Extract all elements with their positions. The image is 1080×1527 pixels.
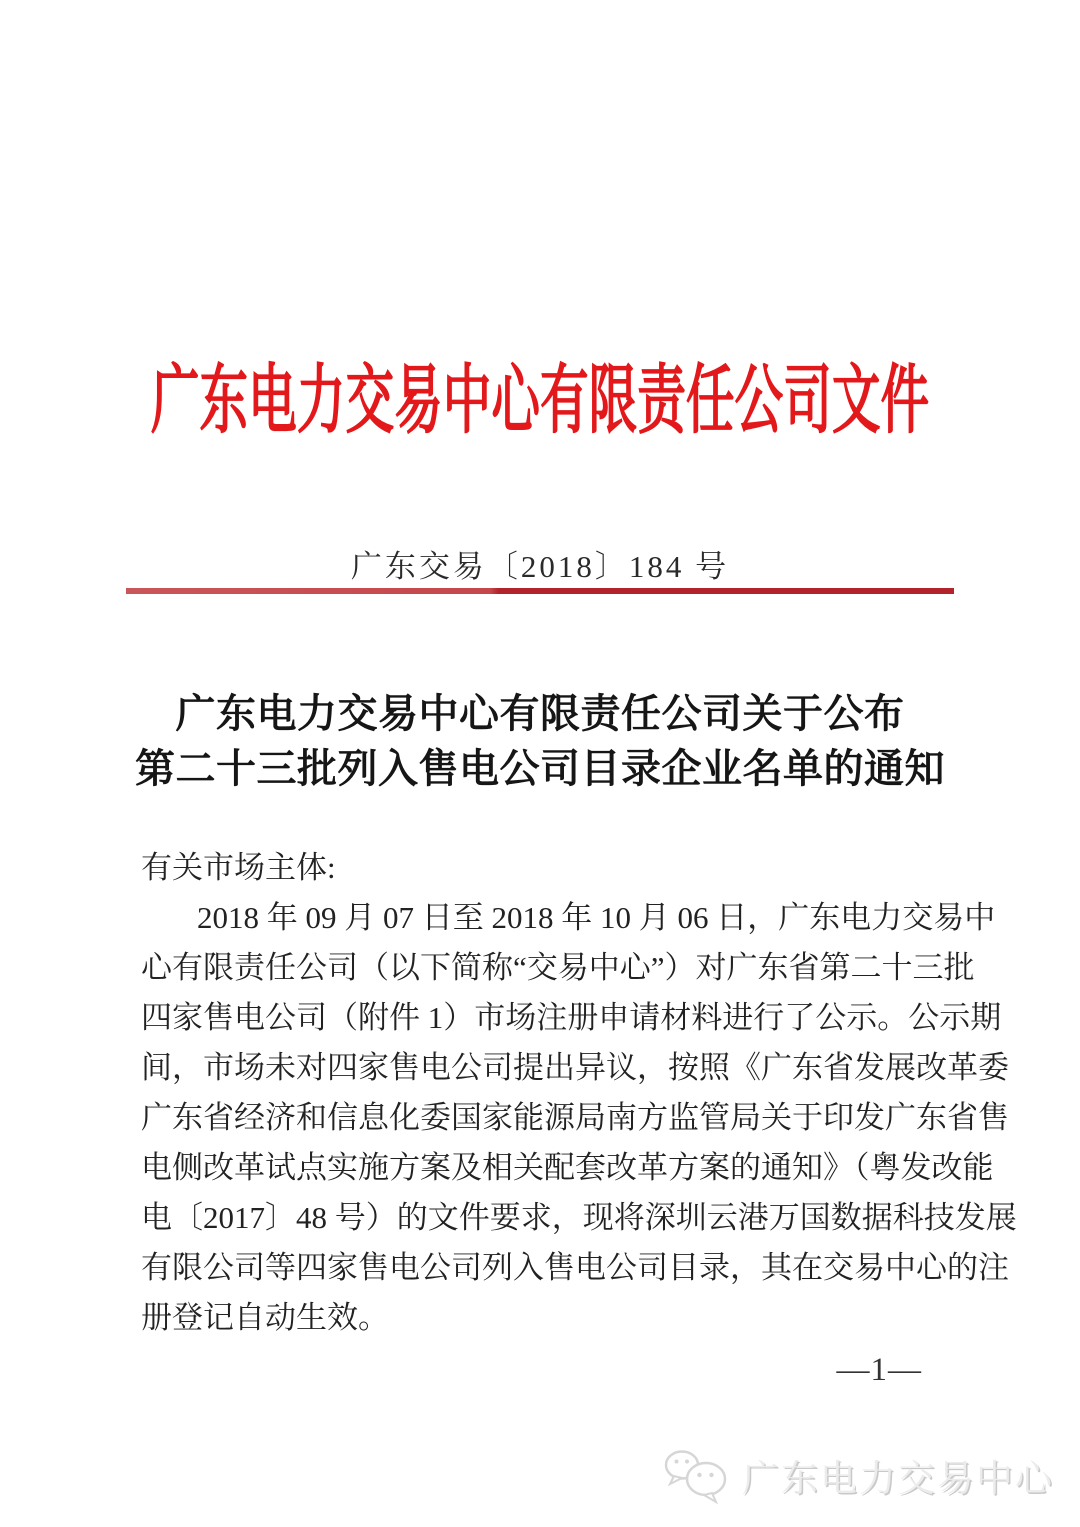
red-divider-rule xyxy=(126,588,954,594)
notice-title xyxy=(0,686,1080,796)
letterhead-title-text: 广东电力交易中心有限责任公司文件 xyxy=(150,358,930,443)
body-paragraph-line: 册登记自动生效。 xyxy=(141,1300,389,1335)
body-paragraph-line: 2018 年 09 月 07 日至 2018 年 10 月 06 日，广东电力交易中 xyxy=(197,900,996,935)
body-paragraph-line: 间，市场未对四家售电公司提出异议，按照《广东省发展改革委 xyxy=(141,1050,1009,1085)
page-number: —1— xyxy=(836,1352,922,1388)
body-paragraph-line: 有限公司等四家售电公司列入售电公司目录，其在交易中心的注 xyxy=(141,1250,1009,1285)
document-number: 广东交易〔2018〕184 号 xyxy=(350,549,730,584)
notice-title-line-2: 第二十三批列入售电公司目录企业名单的通知 xyxy=(135,746,945,791)
body-paragraph-line: 电〔2017〕48 号）的文件要求，现将深圳云港万国数据科技发展 xyxy=(141,1200,1017,1235)
body-paragraph-line: 广东省经济和信息化委国家能源局南方监管局关于印发广东省售 xyxy=(141,1100,1009,1135)
body-paragraph-line: 电侧改革试点实施方案及相关配套改革方案的通知》（粤发改能 xyxy=(141,1150,994,1185)
notice-body xyxy=(141,843,1017,1343)
salutation-line: 有关市场主体: xyxy=(141,850,336,885)
body-paragraph-line: 心有限责任公司（以下简称“交易中心”）对广东省第二十三批 xyxy=(141,950,975,985)
wechat-icon xyxy=(662,1446,734,1504)
letterhead-title xyxy=(0,348,1080,443)
footer-logo-text: 广东电力交易中心 xyxy=(742,1458,1054,1499)
body-paragraph-line: 四家售电公司（附件 1）市场注册申请材料进行了公示。公示期 xyxy=(141,1000,1002,1035)
notice-title-line-1: 广东电力交易中心有限责任公司关于公布 xyxy=(175,691,905,736)
footer-logo xyxy=(662,1446,1054,1504)
